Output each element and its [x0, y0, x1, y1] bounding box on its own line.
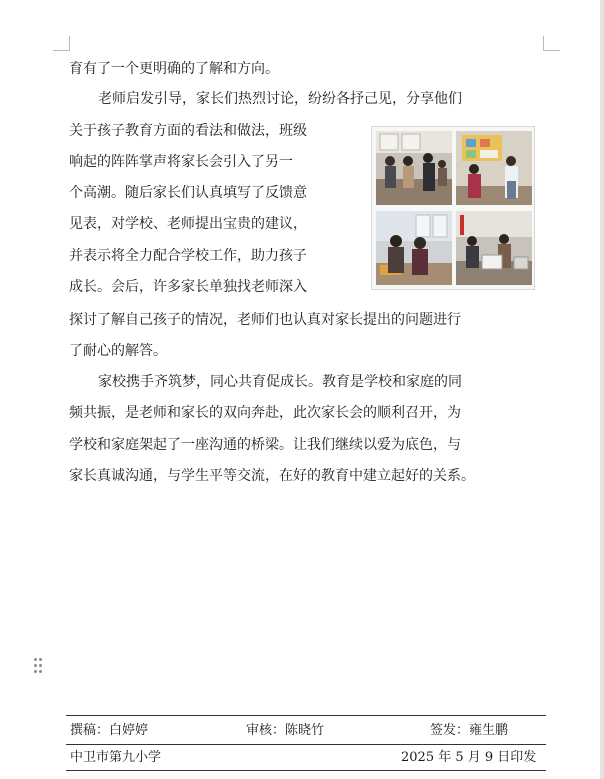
- crop-mark-top-right: [543, 36, 560, 51]
- text-line: 并表示将全力配合学校工作，助力孩子: [69, 248, 307, 264]
- text-line: 个高潮。随后家长们认真填写了反馈意: [69, 185, 307, 201]
- photo-classroom-discussion: [376, 131, 452, 205]
- footer-bottom-rule: [66, 770, 546, 771]
- text-line: 育有了一个更明确的了解和方向。: [69, 61, 279, 77]
- footer-approver: 签发：雍生鹏: [430, 723, 509, 738]
- text-line: 成长。会后，许多家长单独找老师深入: [69, 279, 307, 295]
- photo-parents-talking: [376, 211, 452, 285]
- footer-print-date: 2025 年 5 月 9 日印发: [401, 750, 537, 765]
- text-line: 家校携手齐筑梦，同心共育促成长。教育是学校和家庭的同: [98, 374, 462, 390]
- footer-middle-rule: [66, 744, 546, 745]
- text-line: 学校和家庭架起了一座沟通的桥梁。让我们继续以爱为底色，与: [69, 437, 461, 453]
- footer-school: 中卫市第九小学: [70, 750, 162, 765]
- text-line: 关于孩子教育方面的看法和做法，班级: [69, 123, 307, 139]
- footer-reviewer: 审核：陈晓竹: [246, 723, 325, 738]
- window-gutter: [600, 0, 604, 779]
- text-line: 了耐心的解答。: [69, 343, 167, 359]
- text-line: 频共振，是老师和家长的双向奔赴，此次家长会的顺利召开，为: [69, 405, 461, 421]
- drag-handle-icon[interactable]: [34, 658, 44, 676]
- photo-parents-seated: [456, 211, 532, 285]
- text-line: 响起的阵阵掌声将家长会引入了另一: [69, 154, 293, 170]
- footer-top-rule: [66, 715, 546, 716]
- text-line: 探讨了解自己孩子的情况，老师们也认真对家长提出的问题进行: [69, 312, 461, 328]
- crop-mark-top-left: [53, 36, 70, 51]
- photo-collage[interactable]: [371, 126, 535, 290]
- text-line: 家长真诚沟通，与学生平等交流，在好的教育中建立起好的关系。: [69, 468, 475, 484]
- photo-teacher-board: [456, 131, 532, 205]
- text-line: 见表，对学校、老师提出宝贵的建议，: [69, 216, 307, 232]
- footer-author: 撰稿：白婷婷: [70, 723, 149, 738]
- text-line: 老师启发引导，家长们热烈讨论，纷纷各抒己见，分享他们: [98, 91, 462, 107]
